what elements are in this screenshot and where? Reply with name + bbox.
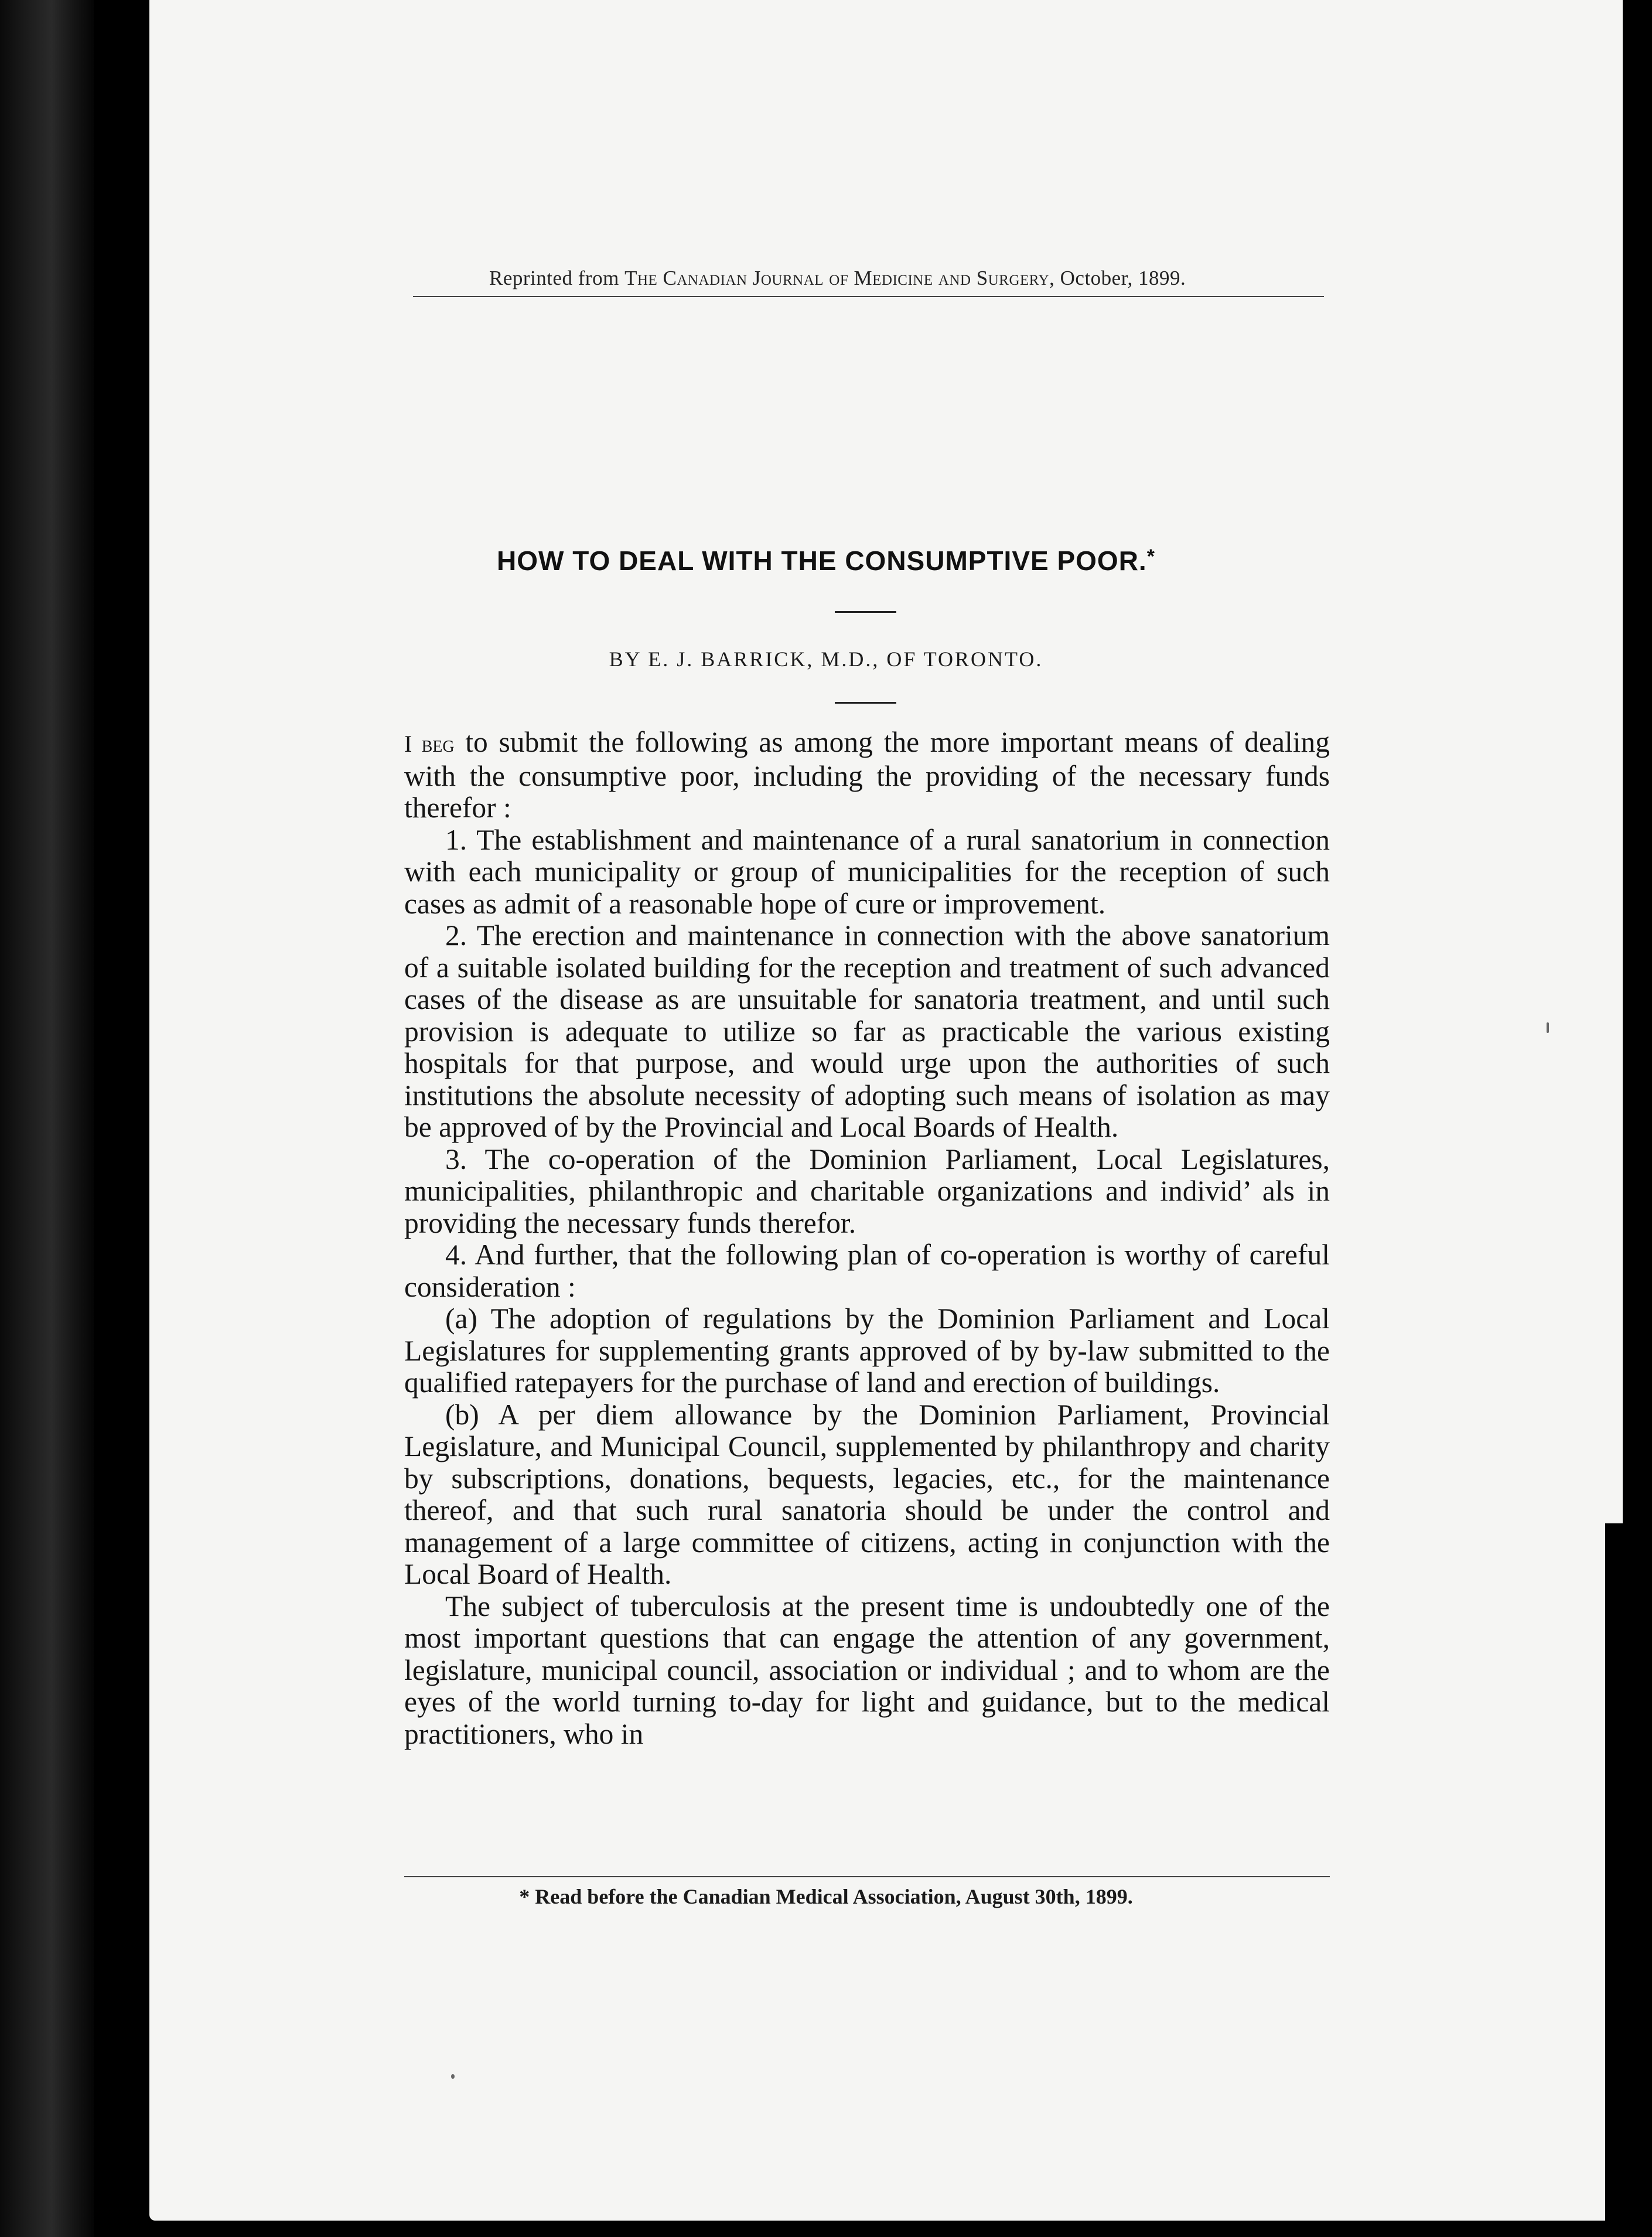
header-rule [413, 296, 1324, 297]
byline: BY E. J. BARRICK, M.D., OF TORONTO. [609, 647, 1043, 671]
article-title [0, 545, 1652, 577]
header-suffix: , October, 1899. [1049, 267, 1186, 289]
paragraph-1: 1. The establishment and maintenance of a rural sanatorium in connection with each municipality or group of municipalities for the reception of such cases as admit of a reasonable hope of cure or improvement. [404, 823, 1330, 920]
intro-lead: I beg [404, 731, 455, 757]
paper-speck [1547, 1022, 1549, 1033]
article-body [404, 727, 1330, 1750]
paragraph-2: 2. The erection and maintenance in connection with the above sanatorium of a suitable isolated building for the reception and treatment of such advanced cases of the disease as are unsuitable for sanatoria treatment, and until such provision is adequate to utilize so far as practicable the various existing hospitals for that purpose, and would urge upon the authorities of such institutions the absolute necessity of adopting such means of isolation as may be approved of by the Provincial and Local Boards of Health. [404, 919, 1330, 1143]
paragraph-4: 4. And further, that the following plan of co-operation is worthy of careful consideration : [404, 1239, 1330, 1303]
title-footnote-mark: * [1146, 545, 1155, 568]
intro-paragraph [404, 727, 1330, 824]
header-prefix: Reprinted from [489, 267, 625, 289]
reprint-header [489, 267, 1602, 290]
header-journal: The Canadian Journal of Medicine and Surgery [624, 267, 1050, 289]
title-text: HOW TO DEAL WITH THE CONSUMPTIVE POOR. [497, 545, 1147, 576]
paragraph-5: The subject of tuberculosis at the present time is undoubtedly one of the most important questions that can engage the attention of any government, legislature, municipal council, association or individual ; and to whom are the eyes of the world turning to-day for light and guidance, but to the medical practitioners, who in [404, 1590, 1330, 1750]
title-divider [835, 611, 896, 613]
page-edge-shadow [1605, 1523, 1623, 2221]
footnote: * Read before the Canadian Medical Association, August 30th, 1899. [519, 1885, 1133, 1908]
intro-rest: to submit the following as among the more important means of dealing with the consumptive poor, including the providing of the necessary funds therefor : [404, 726, 1330, 824]
paragraph-a: (a) The adoption of regulations by the Dominion Parliament and Local Legislatures for supplementing grants approved of by by-law submitted to the qualified ratepayers for the purchase of land and erection of buildings. [404, 1302, 1330, 1399]
paragraph-b: (b) A per diem allowance by the Dominion Parliament, Provincial Legislature, and Municipal Council, supplemented by philanthropy and charity by subscriptions, donations, bequests, legacies, etc., for the maintenance thereof, and that such rural sanatoria should be under the control and management of a large committee of citizens, acting in conjunction with the Local Board of Health. [404, 1398, 1330, 1590]
footnote-rule [404, 1876, 1330, 1877]
byline-divider [835, 702, 896, 704]
paragraph-3: 3. The co-operation of the Dominion Parliament, Local Legislatures, municipalities, philanthropic and charitable organizations and individ’ als in providing the necessary funds therefor. [404, 1143, 1330, 1239]
paper-speck [451, 2074, 455, 2079]
